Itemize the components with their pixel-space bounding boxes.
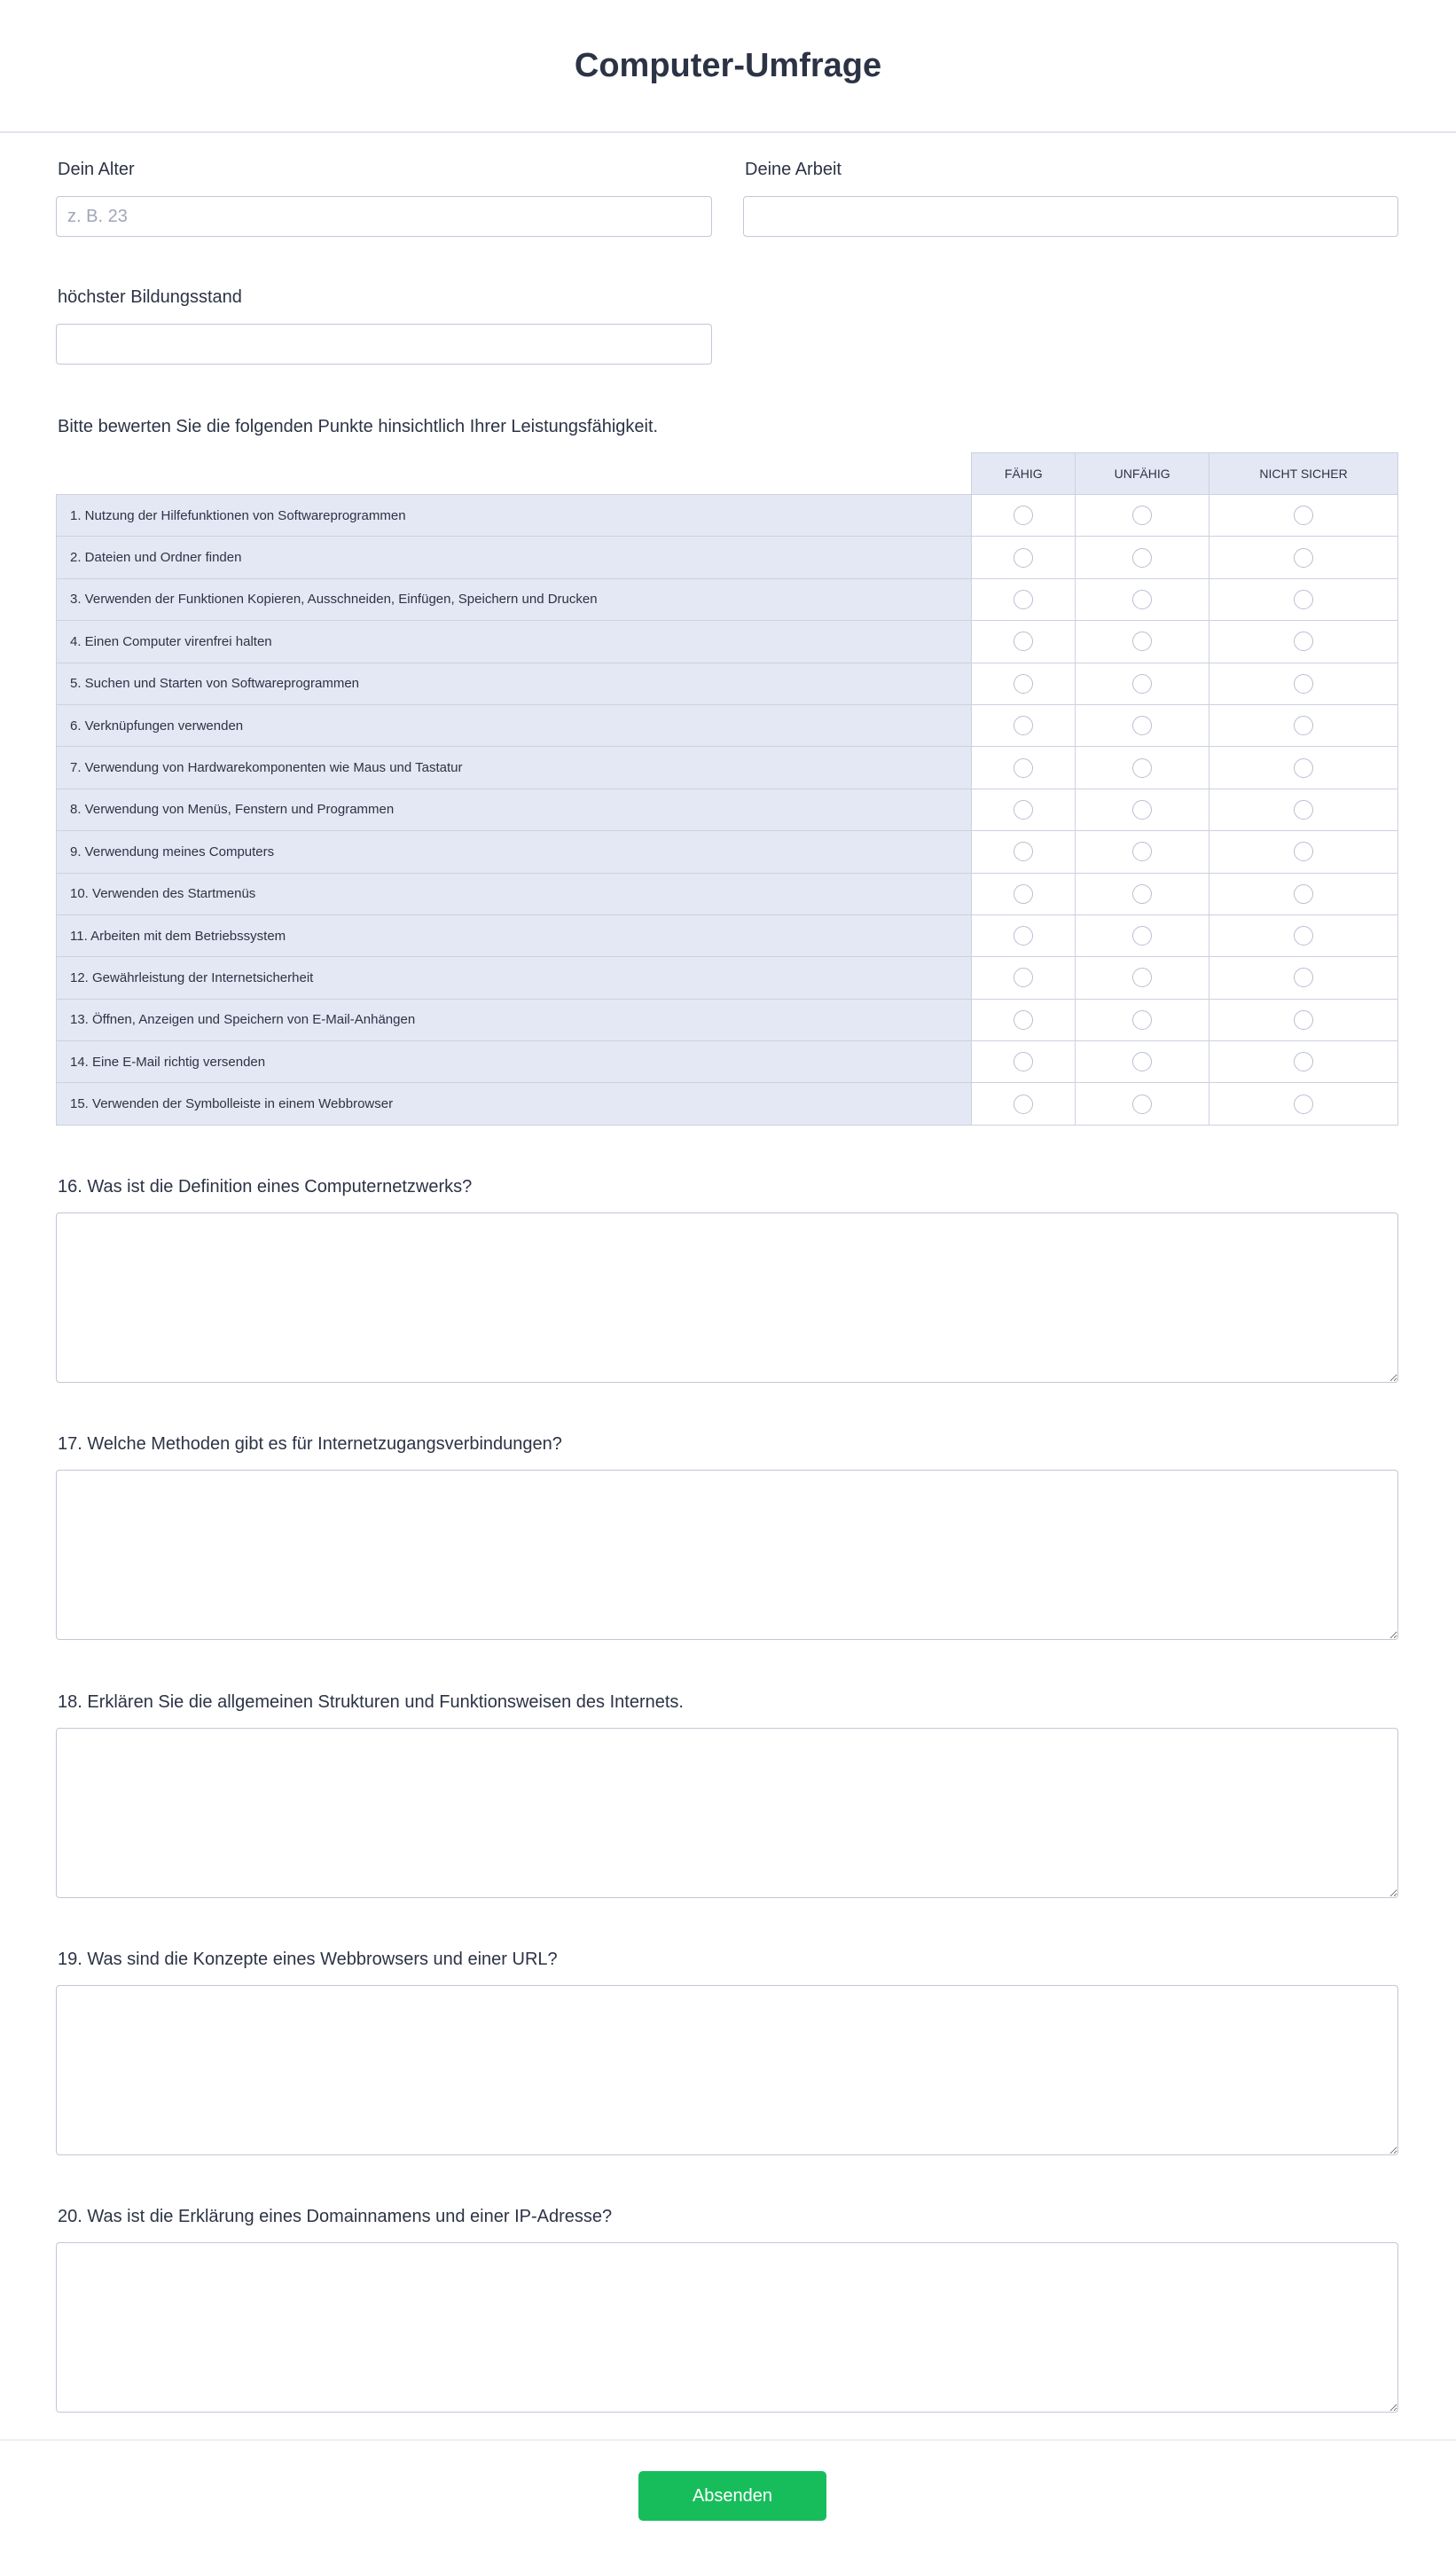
radio-button[interactable] xyxy=(1294,800,1313,820)
column-header: UNFÄHIG xyxy=(1076,453,1209,495)
radio-cell xyxy=(1076,621,1209,663)
matrix-row xyxy=(57,663,1398,704)
radio-cell xyxy=(1209,789,1398,830)
radio-cell xyxy=(1076,747,1209,789)
page-title: Computer-Umfrage xyxy=(574,46,882,84)
radio-button[interactable] xyxy=(1132,674,1152,694)
question-label: 17. Welche Methoden gibt es für Internetzugangsverbindungen? xyxy=(58,1434,562,1455)
radio-cell xyxy=(972,578,1076,620)
radio-cell xyxy=(972,831,1076,873)
radio-cell xyxy=(1076,999,1209,1040)
radio-button[interactable] xyxy=(1132,842,1152,861)
radio-button[interactable] xyxy=(1294,1052,1313,1071)
radio-cell xyxy=(1076,831,1209,873)
radio-button[interactable] xyxy=(1132,884,1152,904)
age-label: Dein Alter xyxy=(58,160,135,179)
radio-button[interactable] xyxy=(1294,506,1313,525)
matrix-row xyxy=(57,495,1398,537)
radio-cell xyxy=(1076,1041,1209,1083)
radio-cell xyxy=(1209,914,1398,956)
radio-cell xyxy=(1209,831,1398,873)
row-label: 15. Verwenden der Symbolleiste in einem Webbrowser xyxy=(57,1083,972,1125)
radio-button[interactable] xyxy=(1132,716,1152,735)
radio-button[interactable] xyxy=(1132,758,1152,778)
answer-textarea[interactable] xyxy=(56,1985,1398,2155)
row-label: 1. Nutzung der Hilfefunktionen von Softwareprogrammen xyxy=(57,495,972,537)
radio-cell xyxy=(1209,1041,1398,1083)
radio-button[interactable] xyxy=(1132,548,1152,568)
row-label: 8. Verwendung von Menüs, Fenstern und Programmen xyxy=(57,789,972,830)
matrix-row xyxy=(57,578,1398,620)
radio-button[interactable] xyxy=(1132,926,1152,946)
radio-button[interactable] xyxy=(1294,842,1313,861)
radio-cell xyxy=(1209,999,1398,1040)
question-label: 20. Was ist die Erklärung eines Domainnamens und einer IP-Adresse? xyxy=(58,2207,613,2227)
radio-button[interactable] xyxy=(1014,842,1033,861)
row-label: 7. Verwendung von Hardwarekomponenten wie Maus und Tastatur xyxy=(57,747,972,789)
answer-textarea[interactable] xyxy=(56,1212,1398,1383)
radio-button[interactable] xyxy=(1294,590,1313,609)
radio-button[interactable] xyxy=(1294,716,1313,735)
matrix-row xyxy=(57,999,1398,1040)
row-label: 9. Verwendung meines Computers xyxy=(57,831,972,873)
education-label: höchster Bildungsstand xyxy=(58,287,242,307)
radio-button[interactable] xyxy=(1132,506,1152,525)
radio-cell xyxy=(1209,957,1398,999)
question-label: 18. Erklären Sie die allgemeinen Strukturen und Funktionsweisen des Internets. xyxy=(58,1691,684,1712)
radio-cell xyxy=(1076,495,1209,537)
matrix-instruction: Bitte bewerten Sie die folgenden Punkte hinsichtlich Ihrer Leistungsfähigkeit. xyxy=(58,417,659,436)
radio-cell xyxy=(1209,873,1398,914)
submit-button[interactable]: Absenden xyxy=(638,2471,826,2521)
radio-cell xyxy=(972,747,1076,789)
radio-button[interactable] xyxy=(1014,884,1033,904)
column-header: NICHT SICHER xyxy=(1209,453,1398,495)
radio-cell xyxy=(1209,1083,1398,1125)
radio-button[interactable] xyxy=(1014,800,1033,820)
matrix-row xyxy=(57,537,1398,578)
education-input[interactable] xyxy=(56,324,712,365)
row-label: 12. Gewährleistung der Internetsicherheit xyxy=(57,957,972,999)
radio-button[interactable] xyxy=(1294,968,1313,987)
radio-cell xyxy=(1076,704,1209,746)
job-input[interactable] xyxy=(743,196,1398,237)
radio-cell xyxy=(972,537,1076,578)
radio-button[interactable] xyxy=(1132,1052,1152,1071)
question-label: 19. Was sind die Konzepte eines Webbrowsers und einer URL? xyxy=(58,1949,558,1969)
radio-button[interactable] xyxy=(1294,674,1313,694)
row-label: 5. Suchen und Starten von Softwareprogrammen xyxy=(57,663,972,704)
matrix-row xyxy=(57,747,1398,789)
radio-button[interactable] xyxy=(1294,548,1313,568)
job-label: Deine Arbeit xyxy=(745,160,842,179)
radio-button[interactable] xyxy=(1294,758,1313,778)
radio-cell xyxy=(1076,914,1209,956)
matrix-row xyxy=(57,789,1398,830)
radio-cell xyxy=(972,873,1076,914)
radio-button[interactable] xyxy=(1014,1095,1033,1114)
radio-cell xyxy=(1209,704,1398,746)
matrix-row xyxy=(57,1041,1398,1083)
radio-button[interactable] xyxy=(1014,1010,1033,1030)
radio-cell xyxy=(1076,789,1209,830)
radio-cell xyxy=(1076,957,1209,999)
radio-cell xyxy=(972,1041,1076,1083)
radio-cell xyxy=(972,621,1076,663)
radio-button[interactable] xyxy=(1132,632,1152,651)
row-label: 4. Einen Computer virenfrei halten xyxy=(57,621,972,663)
radio-button[interactable] xyxy=(1014,968,1033,987)
radio-button[interactable] xyxy=(1294,1095,1313,1114)
rating-matrix xyxy=(56,452,1398,1126)
radio-cell xyxy=(972,1083,1076,1125)
radio-button[interactable] xyxy=(1294,632,1313,651)
radio-button[interactable] xyxy=(1014,926,1033,946)
radio-cell xyxy=(972,914,1076,956)
radio-button[interactable] xyxy=(1014,590,1033,609)
radio-cell xyxy=(1209,747,1398,789)
row-label: 2. Dateien und Ordner finden xyxy=(57,537,972,578)
row-label: 13. Öffnen, Anzeigen und Speichern von E-Mail-Anhängen xyxy=(57,999,972,1040)
radio-button[interactable] xyxy=(1014,1052,1033,1071)
radio-button[interactable] xyxy=(1294,926,1313,946)
matrix-row xyxy=(57,873,1398,914)
matrix-row xyxy=(57,704,1398,746)
answer-textarea[interactable] xyxy=(56,1470,1398,1640)
age-input[interactable] xyxy=(56,196,712,237)
radio-cell xyxy=(1209,537,1398,578)
radio-cell xyxy=(972,789,1076,830)
matrix-row xyxy=(57,957,1398,999)
row-label: 3. Verwenden der Funktionen Kopieren, Ausschneiden, Einfügen, Speichern und Drucken xyxy=(57,578,972,620)
radio-button[interactable] xyxy=(1014,758,1033,778)
radio-cell xyxy=(972,957,1076,999)
radio-cell xyxy=(1076,578,1209,620)
radio-cell xyxy=(1209,578,1398,620)
radio-cell xyxy=(1076,1083,1209,1125)
radio-button[interactable] xyxy=(1132,800,1152,820)
radio-button[interactable] xyxy=(1014,506,1033,525)
radio-button[interactable] xyxy=(1014,716,1033,735)
radio-cell xyxy=(972,663,1076,704)
matrix-row xyxy=(57,831,1398,873)
radio-button[interactable] xyxy=(1014,674,1033,694)
radio-cell xyxy=(1076,663,1209,704)
radio-cell xyxy=(1076,873,1209,914)
matrix-row xyxy=(57,914,1398,956)
row-label: 11. Arbeiten mit dem Betriebssystem xyxy=(57,914,972,956)
matrix-corner xyxy=(57,453,972,495)
radio-cell xyxy=(1076,537,1209,578)
radio-button[interactable] xyxy=(1132,968,1152,987)
radio-button[interactable] xyxy=(1132,1010,1152,1030)
question-label: 16. Was ist die Definition eines Computernetzwerks? xyxy=(58,1177,473,1197)
answer-textarea[interactable] xyxy=(56,1728,1398,1898)
row-label: 10. Verwenden des Startmenüs xyxy=(57,873,972,914)
radio-button[interactable] xyxy=(1294,1010,1313,1030)
form-header xyxy=(0,0,1456,133)
radio-cell xyxy=(1209,663,1398,704)
column-header: FÄHIG xyxy=(972,453,1076,495)
row-label: 6. Verknüpfungen verwenden xyxy=(57,704,972,746)
radio-button[interactable] xyxy=(1132,1095,1152,1114)
radio-cell xyxy=(972,495,1076,537)
radio-cell xyxy=(1209,621,1398,663)
radio-button[interactable] xyxy=(1014,548,1033,568)
radio-cell xyxy=(972,704,1076,746)
radio-button[interactable] xyxy=(1132,590,1152,609)
footer-divider xyxy=(0,2439,1456,2441)
answer-textarea[interactable] xyxy=(56,2242,1398,2413)
matrix-row xyxy=(57,621,1398,663)
radio-cell xyxy=(972,999,1076,1040)
radio-button[interactable] xyxy=(1294,884,1313,904)
row-label: 14. Eine E-Mail richtig versenden xyxy=(57,1041,972,1083)
radio-button[interactable] xyxy=(1014,632,1033,651)
matrix-row xyxy=(57,1083,1398,1125)
radio-cell xyxy=(1209,495,1398,537)
